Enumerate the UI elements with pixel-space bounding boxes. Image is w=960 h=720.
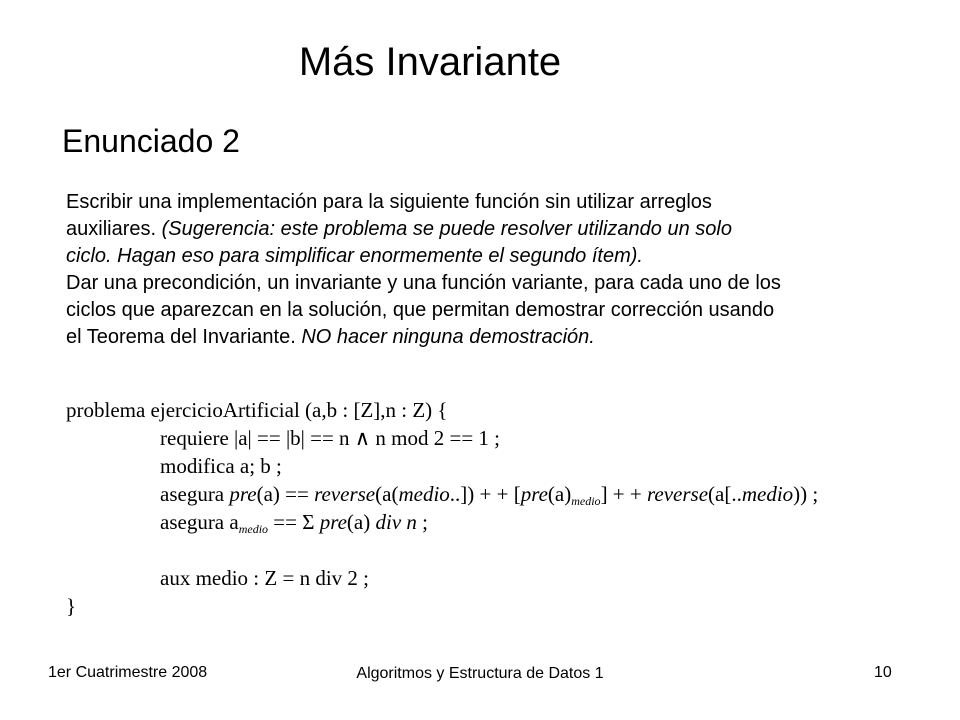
spec-text: medio xyxy=(398,482,450,506)
problem-statement xyxy=(66,189,946,351)
spec-text: medio xyxy=(741,482,794,506)
footer-page-number: 10 xyxy=(874,664,892,681)
specification-block xyxy=(66,396,818,620)
spec-text: pre xyxy=(319,510,347,534)
spec-text: reverse xyxy=(647,482,709,506)
spec-text: asegura a xyxy=(160,510,239,534)
spec-asegura-1 xyxy=(66,480,818,508)
spec-text: )) ; xyxy=(793,482,819,506)
spec-asegura-2 xyxy=(66,508,818,536)
spec-text: == Σ xyxy=(268,510,320,534)
footer-semester: 1er Cuatrimestre 2008 xyxy=(48,664,208,681)
spec-text: (a( xyxy=(375,482,399,506)
spec-modifica: modifica a; b ; xyxy=(160,454,282,478)
spec-subscript: medio xyxy=(571,494,601,508)
spec-text: pre xyxy=(520,482,548,506)
spec-requiere: requiere |a| == |b| == n ∧ n mod 2 == 1 ; xyxy=(160,426,501,450)
suggestion-text: (Sugerencia: este problema se puede resolver utilizando un solo xyxy=(161,218,732,240)
statement-text: auxiliares. xyxy=(66,218,162,240)
spec-text: (a) == xyxy=(256,482,315,506)
spec-header: problema ejercicioArtificial (a,b : [Z],n : Z) { xyxy=(66,398,448,422)
statement-line: Dar una precondición, un invariante y una función variante, para cada uno de los xyxy=(66,272,781,294)
statement-text: el Teorema del Invariante. xyxy=(66,326,302,348)
spec-aux: aux medio : Z = n div 2 ; xyxy=(160,566,369,590)
spec-text: (a) xyxy=(346,510,376,534)
footer-course: Algoritmos y Estructura de Datos 1 xyxy=(356,665,604,682)
spec-close: } xyxy=(66,594,77,618)
spec-text: ] + + xyxy=(600,482,647,506)
spec-text: (a) xyxy=(547,482,572,506)
slide-subtitle: Enunciado 2 xyxy=(62,123,240,159)
spec-text: pre xyxy=(229,482,257,506)
spec-text: reverse xyxy=(314,482,376,506)
statement-line: Escribir una implementación para la siguiente función sin utilizar arreglos xyxy=(66,191,712,213)
spec-subscript: medio xyxy=(238,522,269,536)
spec-text: ; xyxy=(416,510,428,534)
statement-line xyxy=(66,324,946,351)
note-text: NO hacer ninguna demostración. xyxy=(301,326,595,348)
spec-text: div n xyxy=(375,510,417,534)
statement-line: ciclo. Hagan eso para simplificar enormemente el segundo ítem). xyxy=(66,245,643,267)
spec-text: asegura xyxy=(160,482,230,506)
slide-title: Más Invariante xyxy=(298,40,562,84)
spec-text: (a[.. xyxy=(708,482,742,506)
spec-text: ..]) + + [ xyxy=(449,482,521,506)
statement-line: ciclos que aparezcan en la solución, que permitan demostrar corrección usando xyxy=(66,299,775,321)
blank-line xyxy=(66,536,818,564)
statement-line xyxy=(66,216,946,243)
